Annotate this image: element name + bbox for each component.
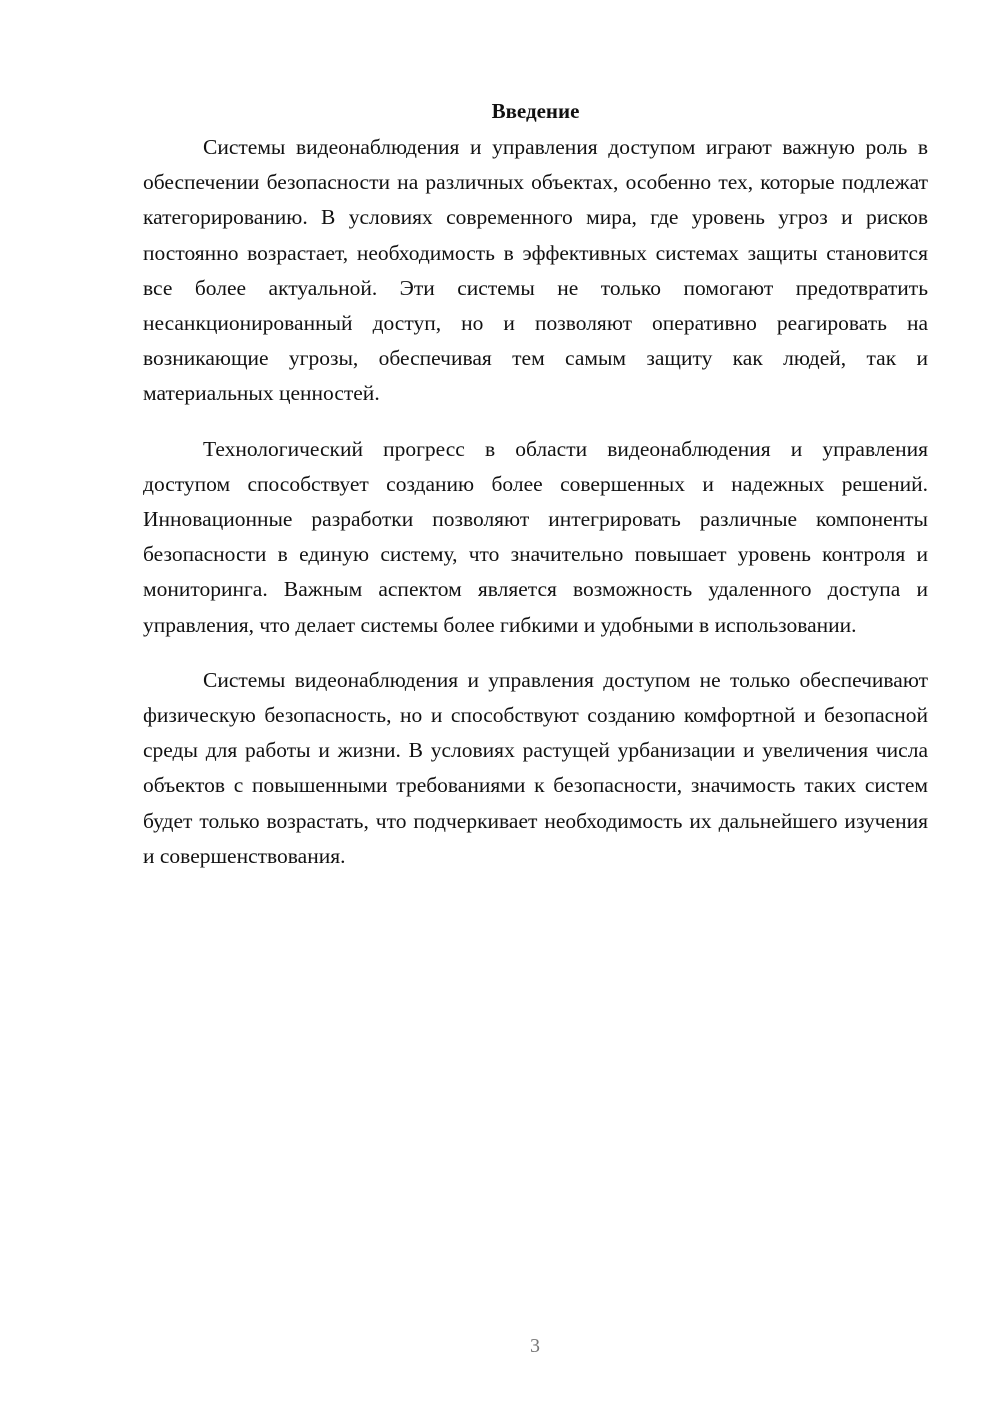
- document-body: [143, 96, 928, 894]
- paragraph-1: Системы видеонаблюдения и управления доступом играют важную роль в обеспечении безопасности на различных объектах, особенно тех, которые подлежат категорированию. В условиях современного мира, где уровень угроз и рисков постоянно возрастает, необходимость в эффективных системах защиты становится все более актуальной. Эти системы не только помогают предотвратить несанкционированный доступ, но и позволяют оперативно реагировать на возникающие угрозы, обеспечивая тем самым защиту как людей, так и материальных ценностей.: [143, 135, 928, 406]
- paragraph-3: Системы видеонаблюдения и управления доступом не только обеспечивают физическую безопасность, но и способствуют созданию комфортной и безопасной среды для работы и жизни. В условиях растущей урбанизации и увеличения числа объектов с повышенными требованиями к безопасности, значимость таких систем будет только возрастать, что подчеркивает необходимость их дальнейшего изучения и совершенствования.: [143, 667, 928, 868]
- page-number: 3: [530, 1335, 540, 1357]
- paragraph-2: Технологический прогресс в области видеонаблюдения и управления доступом способствует созданию более совершенных и надежных решений. Инновационные разработки позволяют интегрировать различные компоненты безопасности в единую систему, что значительно повышает уровень контроля и мониторинга. Важным аспектом является возможность удаленного доступа и управления, что делает системы более гибкими и удобными в использовании.: [143, 436, 928, 637]
- section-heading: Введение: [491, 99, 580, 123]
